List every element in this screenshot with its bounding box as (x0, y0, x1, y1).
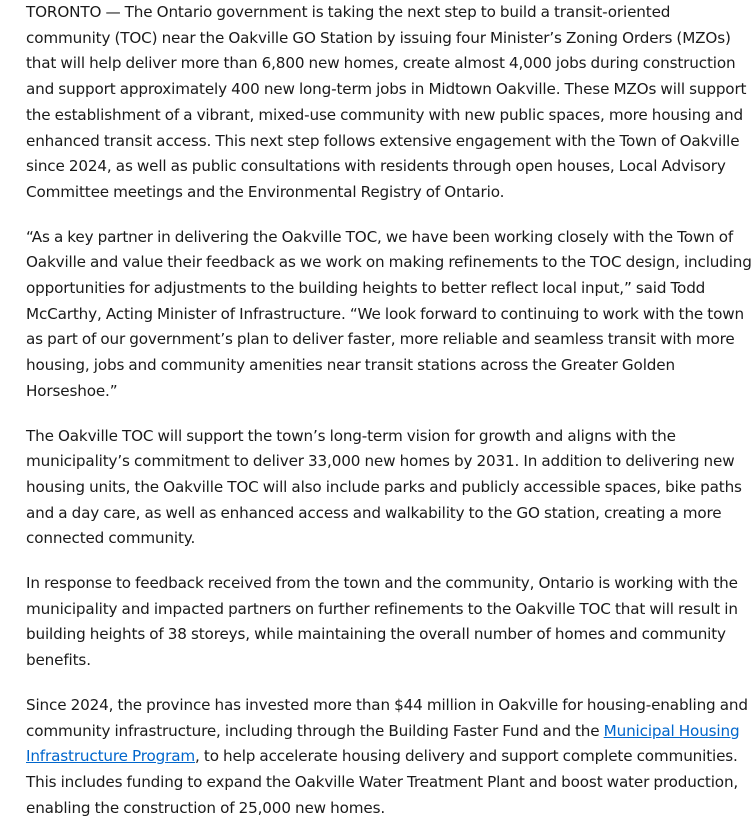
paragraph-intro: TORONTO — The Ontario government is taking the next step to build a transit-oriented community (TOC) near the Oakville GO Station by issuing four Minister’s Zoning Orders (MZOs) that will help deliver more than 6,800 new homes, create almost 4,000 jobs during construction and support approximately 400 new long-term jobs in Midtown Oakville. These MZOs will support the establishment of a vibrant, mixed-use community with new public spaces, more housing and enhanced transit access. This next step follows extensive engagement with the Town of Oakville since 2024, as well as public consultations with residents through open houses, Local Advisory Committee meetings and the Environmental Registry of Ontario. (26, 3, 747, 201)
municipal-housing-infrastructure-program-link[interactable]: Municipal Housing Infrastructure Program (26, 721, 740, 766)
investment-text-after-link: , to help accelerate housing delivery and support complete communities. This includes funding to expand the Oakville Water Treatment Plant and boost water production, enabling the construction of 25,000 new homes. (26, 747, 739, 817)
paragraph-minister-quote: “As a key partner in delivering the Oakville TOC, we have been working closely with the Town of Oakville and value their feedback as we work on making refinements to the TOC design, including opportunities for adjustments to the building heights to better reflect local input,” said Todd McCarthy, Acting Minister of Infrastructure. “We look forward to continuing to work with the town as part of our government’s plan to deliver faster, more reliable and seamless transit with more housing, jobs and community amenities near transit stations across the Greater Golden Horseshoe.” (26, 227, 752, 400)
investment-text-before-link: Since 2024, the province has invested more than $44 million in Oakville for housing-enabling and community infrastructure, including through the Building Faster Fund and the (26, 695, 748, 740)
paragraph-building-heights: In response to feedback received from the town and the community, Ontario is working with the municipality and impacted partners on further refinements to the Oakville TOC that will result in building heights of 38 storeys, while maintaining the overall number of homes and community benefits. (26, 574, 738, 670)
paragraph-town-vision: The Oakville TOC will support the town’s long-term vision for growth and aligns with the municipality’s commitment to deliver 33,000 new homes by 2031. In addition to delivering new housing units, the Oakville TOC will also include parks and publicly accessible spaces, bike paths and a day care, as well as enhanced access and walkability to the GO station, creating a more connected community. (26, 426, 742, 548)
paragraph-investment (26, 693, 752, 822)
